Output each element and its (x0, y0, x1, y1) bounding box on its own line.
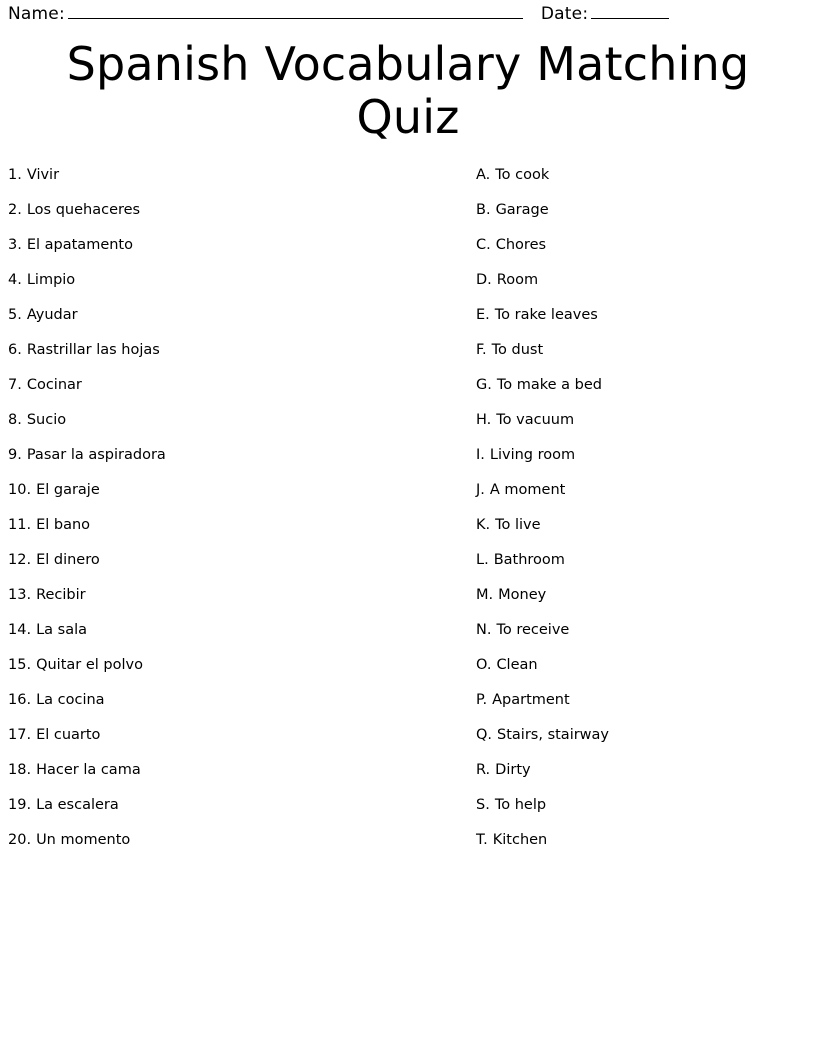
item-letter: N. (476, 621, 492, 638)
item-text: Recibir (36, 586, 86, 603)
list-item (476, 658, 808, 693)
list-item (476, 273, 808, 308)
list-item (8, 553, 476, 588)
item-text: El cuarto (36, 726, 101, 743)
item-text: Quitar el polvo (36, 656, 143, 673)
list-item (8, 658, 476, 693)
list-item (8, 413, 476, 448)
item-text: To vacuum (496, 411, 575, 428)
item-number: 12. (8, 551, 32, 568)
list-item (8, 238, 476, 273)
item-text: Ayudar (26, 306, 78, 323)
item-text: A moment (489, 481, 566, 498)
item-letter: R. (476, 761, 491, 778)
name-label: Name: (8, 4, 65, 24)
item-text: Money (498, 586, 547, 603)
item-letter: D. (476, 271, 492, 288)
item-letter: A. (476, 166, 491, 183)
item-letter: F. (476, 341, 487, 358)
list-item (476, 693, 808, 728)
item-number: 10. (8, 481, 32, 498)
item-text: Room (496, 271, 539, 288)
list-item (476, 798, 808, 833)
date-blank-line[interactable] (591, 4, 669, 19)
list-item (8, 798, 476, 833)
list-item (476, 623, 808, 658)
item-number: 7. (8, 376, 22, 393)
list-item (8, 833, 476, 868)
item-text: Sucio (26, 411, 67, 428)
item-text: Rastrillar las hojas (26, 341, 160, 358)
item-letter: B. (476, 201, 491, 218)
item-letter: I. (476, 446, 485, 463)
item-letter: O. (476, 656, 492, 673)
list-item (8, 728, 476, 763)
list-item (8, 343, 476, 378)
item-text: La sala (36, 621, 87, 638)
item-letter: S. (476, 796, 490, 813)
item-number: 3. (8, 236, 22, 253)
list-item (8, 763, 476, 798)
item-number: 4. (8, 271, 22, 288)
item-number: 19. (8, 796, 32, 813)
item-text: Garage (495, 201, 549, 218)
list-item (8, 168, 476, 203)
list-item (476, 518, 808, 553)
item-text: La cocina (36, 691, 105, 708)
item-number: 14. (8, 621, 32, 638)
date-label: Date: (540, 4, 589, 24)
item-letter: C. (476, 236, 491, 253)
list-item (476, 448, 808, 483)
item-text: Un momento (36, 831, 131, 848)
list-item (8, 693, 476, 728)
list-item (8, 203, 476, 238)
item-text: El garaje (36, 481, 100, 498)
item-text: Limpio (26, 271, 76, 288)
item-number: 5. (8, 306, 22, 323)
item-letter: L. (476, 551, 489, 568)
item-number: 18. (8, 761, 32, 778)
item-number: 15. (8, 656, 32, 673)
item-text: El dinero (36, 551, 100, 568)
item-text: Clean (496, 656, 538, 673)
spanish-terms-column (8, 168, 476, 868)
item-text: To cook (495, 166, 550, 183)
page-title: Spanish Vocabulary Matching Quiz (66, 37, 750, 144)
list-item (8, 378, 476, 413)
item-letter: M. (476, 586, 494, 603)
item-text: Living room (489, 446, 576, 463)
item-number: 11. (8, 516, 32, 533)
item-number: 9. (8, 446, 22, 463)
item-letter: Q. (476, 726, 493, 743)
list-item (476, 763, 808, 798)
list-item (476, 168, 808, 203)
item-text: Pasar la aspiradora (26, 446, 166, 463)
list-item (476, 238, 808, 273)
list-item (476, 728, 808, 763)
list-item (476, 203, 808, 238)
name-blank-line[interactable] (68, 4, 523, 19)
list-item (476, 413, 808, 448)
list-item (8, 273, 476, 308)
item-number: 8. (8, 411, 22, 428)
item-text: To rake leaves (494, 306, 598, 323)
item-letter: P. (476, 691, 488, 708)
item-text: Kitchen (492, 831, 548, 848)
item-letter: K. (476, 516, 491, 533)
list-item (476, 378, 808, 413)
list-item (8, 308, 476, 343)
item-number: 13. (8, 586, 32, 603)
list-item (476, 588, 808, 623)
item-number: 16. (8, 691, 32, 708)
matching-columns (8, 168, 808, 868)
list-item (8, 483, 476, 518)
item-text: To help (494, 796, 547, 813)
list-item (476, 553, 808, 588)
item-text: Stairs, stairway (497, 726, 610, 743)
item-text: To live (495, 516, 541, 533)
item-number: 2. (8, 201, 22, 218)
list-item (8, 448, 476, 483)
list-item (8, 623, 476, 658)
item-text: Dirty (495, 761, 531, 778)
item-number: 6. (8, 341, 22, 358)
list-item (8, 588, 476, 623)
item-number: 20. (8, 831, 32, 848)
item-letter: G. (476, 376, 492, 393)
item-text: El bano (36, 516, 91, 533)
item-letter: J. (476, 481, 485, 498)
item-number: 17. (8, 726, 32, 743)
item-text: Vivir (26, 166, 60, 183)
item-letter: E. (476, 306, 490, 323)
list-item (476, 343, 808, 378)
item-text: To make a bed (496, 376, 602, 393)
item-text: Bathroom (493, 551, 565, 568)
item-text: Hacer la cama (36, 761, 141, 778)
student-info-row (8, 0, 808, 24)
list-item (476, 483, 808, 518)
item-text: Apartment (492, 691, 570, 708)
item-text: Chores (495, 236, 547, 253)
list-item (476, 308, 808, 343)
list-item (476, 833, 808, 868)
item-text: Los quehaceres (26, 201, 141, 218)
item-text: Cocinar (26, 376, 82, 393)
item-text: El apatamento (26, 236, 133, 253)
item-text: To dust (491, 341, 544, 358)
english-definitions-column (476, 168, 808, 868)
item-text: To receive (496, 621, 570, 638)
item-text: La escalera (36, 796, 119, 813)
item-number: 1. (8, 166, 22, 183)
item-letter: T. (476, 831, 488, 848)
list-item (8, 518, 476, 553)
item-letter: H. (476, 411, 492, 428)
